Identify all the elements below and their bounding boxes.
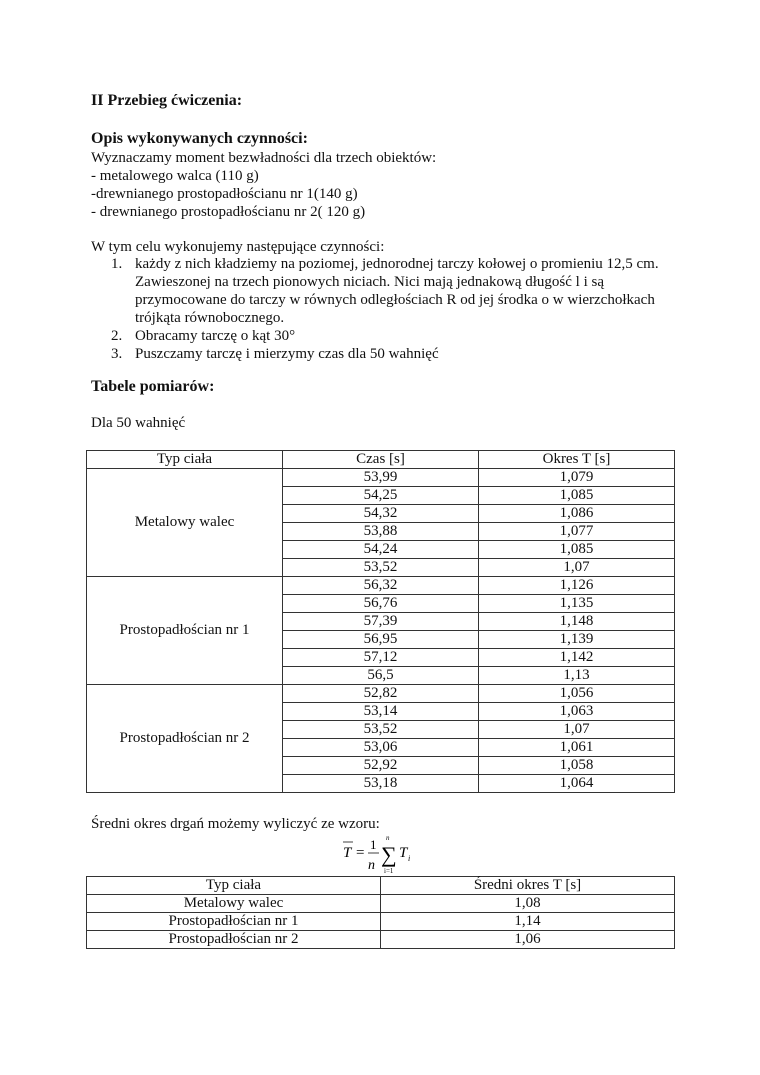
formula-intro: Średni okres drgań możemy wyliczyć ze wzoru: [91,816,380,832]
period-cell: 1,126 [479,577,675,595]
table-row [87,895,675,913]
step-text: Puszczamy tarczę i mierzymy czas dla 50 wahnięć [135,346,439,362]
step-number: 1. [111,256,123,272]
description-heading: Opis wykonywanych czynności: [91,130,308,147]
period-cell: 1,13 [479,667,675,685]
tables-heading: Tabele pomiarów: [91,378,215,395]
column-header: Okres T [s] [479,451,675,469]
table-row [87,469,675,487]
period-cell: 1,07 [479,721,675,739]
body-type-cell: Metalowy walec [87,895,381,913]
time-cell: 52,92 [283,757,479,775]
mean-period-formula [340,833,430,875]
period-cell: 1,085 [479,541,675,559]
period-cell: 1,064 [479,775,675,793]
body-type-cell: Metalowy walec [87,469,283,577]
period-cell: 1,077 [479,523,675,541]
period-cell: 1,07 [479,559,675,577]
period-cell: 1,135 [479,595,675,613]
time-cell: 54,24 [283,541,479,559]
table-row [87,577,675,595]
step-text: Obracamy tarczę o kąt 30° [135,328,296,344]
period-cell: 1,085 [479,487,675,505]
time-cell: 54,32 [283,505,479,523]
description-intro: Wyznaczamy moment bezwładności dla trzech obiektów: [91,150,437,166]
column-header: Typ ciała [87,451,283,469]
period-cell: 1,058 [479,757,675,775]
period-cell: 1,056 [479,685,675,703]
time-cell: 53,52 [283,559,479,577]
time-cell: 53,06 [283,739,479,757]
time-cell: 56,76 [283,595,479,613]
step-item [91,327,681,345]
body-type-cell: Prostopadłościan nr 1 [87,913,381,931]
object-item: -drewnianego prostopadłościanu nr 1(140 g) [91,186,358,202]
time-cell: 56,95 [283,631,479,649]
time-cell: 53,52 [283,721,479,739]
mean-period-cell: 1,14 [381,913,675,931]
formula-eq: = [356,845,365,861]
step-number: 3. [111,346,123,362]
object-item: - drewnianego prostopadłościanu nr 2( 120 g) [91,204,366,220]
section-title: II Przebieg ćwiczenia: [91,92,243,109]
body-type-cell: Prostopadłościan nr 1 [87,577,283,685]
steps-list [91,255,681,363]
step-item [91,255,681,327]
time-cell: 53,14 [283,703,479,721]
column-header: Typ ciała [87,877,381,895]
time-cell: 54,25 [283,487,479,505]
time-cell: 56,5 [283,667,479,685]
sum-lower: i=1 [384,867,394,875]
time-cell: 53,99 [283,469,479,487]
mean-period-cell: 1,08 [381,895,675,913]
period-cell: 1,063 [479,703,675,721]
period-cell: 1,148 [479,613,675,631]
formula-denominator: n [368,858,375,873]
body-type-cell: Prostopadłościan nr 2 [87,685,283,793]
step-text: każdy z nich kładziemy na poziomej, jednorodnej tarczy kołowej o promieniu 12,5 cm. Zawieszonej na trzech pionowych niciach. Nici mają jednakową długość l i są przymocowane do tarczy w równych odległościach R od jej środka o w wierzchołkach trójkąta równobocznego. [135,256,659,326]
period-cell: 1,139 [479,631,675,649]
period-cell: 1,079 [479,469,675,487]
table-caption: Dla 50 wahnięć [91,415,186,431]
formula-term: T [399,845,408,861]
table-row [87,685,675,703]
period-cell: 1,086 [479,505,675,523]
steps-intro: W tym celu wykonujemy następujące czynności: [91,239,385,255]
step-item [91,345,681,363]
period-cell: 1,061 [479,739,675,757]
formula-lhs: T [343,845,352,861]
column-header: Czas [s] [283,451,479,469]
time-cell: 57,39 [283,613,479,631]
formula-subscript: i [408,854,411,863]
time-cell: 57,12 [283,649,479,667]
time-cell: 52,82 [283,685,479,703]
sum-upper: n [386,834,390,842]
table-row [87,913,675,931]
column-header: Średni okres T [s] [381,877,675,895]
object-item: - metalowego walca (110 g) [91,168,259,184]
mean-period-cell: 1,06 [381,931,675,949]
time-cell: 53,18 [283,775,479,793]
time-cell: 56,32 [283,577,479,595]
sum-sign: ∑ [381,842,397,867]
formula-numerator: 1 [370,837,377,852]
table-row [87,931,675,949]
measurements-table [86,450,675,793]
period-cell: 1,142 [479,649,675,667]
body-type-cell: Prostopadłościan nr 2 [87,931,381,949]
time-cell: 53,88 [283,523,479,541]
averages-table [86,876,675,949]
step-number: 2. [111,328,123,344]
